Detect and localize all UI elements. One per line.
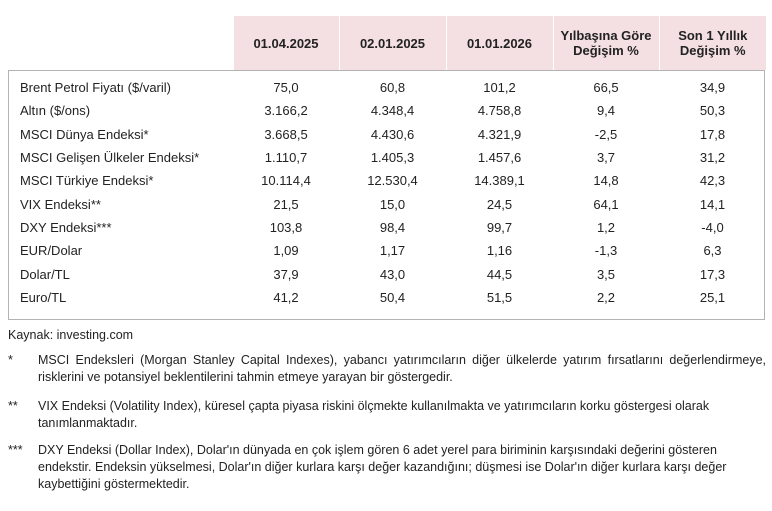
header-ytd-change: Yılbaşına Göre Değişim % [553, 16, 659, 70]
table-row [8, 123, 766, 146]
row-label: Altın ($/ons) [20, 103, 91, 119]
cell: 42,3 [699, 173, 726, 189]
row-label: MSCI Türkiye Endeksi* [20, 173, 154, 189]
cell: 66,5 [593, 80, 619, 96]
cell: 4.430,6 [370, 126, 415, 142]
cell: 3,5 [596, 266, 616, 282]
cell: 34,9 [699, 80, 726, 96]
row-label: DXY Endeksi*** [20, 219, 112, 235]
cell: 31,2 [699, 150, 726, 166]
cell: 12.530,4 [367, 173, 418, 189]
footnote-text: MSCI Endeksleri (Morgan Stanley Capital Indexes), yabancı yatırımcıların diğer ülkelerde yatırım fırsatlarını değerlendirmeye, risklerini ve potansiyel beklentilerini tahmin etmeye yarayan bir göstergedir. [38, 353, 766, 384]
row-label: MSCI Dünya Endeksi* [20, 126, 149, 142]
cell: 10.114,4 [261, 173, 311, 189]
row-label: Dolar/TL [20, 266, 70, 282]
cell: 60,8 [379, 80, 406, 96]
row-label: Brent Petrol Fiyatı ($/varil) [20, 80, 171, 96]
table-row [8, 70, 766, 99]
table-row [8, 99, 766, 122]
footnote-mark: *** [8, 443, 23, 457]
source-text: Kaynak: investing.com [8, 328, 134, 342]
header-date-2: 02.01.2025 [339, 16, 446, 70]
cell: 1.405,3 [370, 150, 415, 166]
cell: 103,8 [269, 219, 303, 235]
cell: 64,1 [593, 196, 619, 212]
row-label: Euro/TL [20, 289, 67, 305]
cell: 3.668,5 [264, 126, 308, 142]
footnote-vix [8, 398, 766, 432]
footnote-text: VIX Endeksi (Volatility Index), küresel çapta piyasa riskini ölçmekte kullanılmakta ve yatırımcıların korku göstergesi olarak tanımlanmaktadır. [38, 399, 710, 430]
cell: 9,4 [596, 103, 616, 119]
footnote-msci [8, 352, 766, 386]
cell: 14,1 [699, 196, 726, 212]
cell: 51,5 [486, 289, 513, 305]
cell: 1,16 [486, 243, 513, 259]
table-row [8, 286, 766, 315]
cell: 50,4 [379, 289, 406, 305]
footnote-text: DXY Endeksi (Dollar Index), Dolar'ın dünyada en çok işlem gören 6 adet yerel para biriminin karşısındaki değerini gösteren endekstir. Endeksin yükselmesi, Dolar'ın diğer kurlara karşı değer kazandığını; düşmesi ise Dolar'ın diğer kurlara karşı değer kaybettiğini göstermektedir. [38, 443, 727, 491]
cell: 50,3 [699, 103, 726, 119]
table-row [8, 192, 766, 215]
cell: 101,2 [483, 80, 516, 96]
cell: 4.758,8 [477, 103, 522, 119]
cell: 24,5 [486, 196, 513, 212]
table-row [8, 169, 766, 192]
indicators-table [8, 16, 766, 315]
cell: 1.457,6 [477, 150, 522, 166]
cell: 17,8 [699, 126, 726, 142]
cell: 41,2 [273, 289, 299, 305]
table-row [8, 239, 766, 262]
cell: 75,0 [273, 80, 299, 96]
table-row [8, 262, 766, 285]
cell: 44,5 [486, 266, 513, 282]
header-date-1: 01.04.2025 [233, 16, 339, 70]
table-row [8, 216, 766, 239]
cell: 3.166,2 [264, 103, 308, 119]
header-blank [8, 16, 233, 70]
cell: 4.348,4 [370, 103, 415, 119]
cell: 2,2 [596, 289, 616, 305]
row-label: MSCI Gelişen Ülkeler Endeksi* [20, 150, 200, 166]
cell: 1,17 [379, 243, 406, 259]
cell: 37,9 [273, 266, 299, 282]
footnote-dxy [8, 442, 766, 493]
footnote-mark: * [8, 353, 13, 367]
cell: -1,3 [594, 243, 618, 259]
cell: 21,5 [273, 196, 299, 212]
cell: 25,1 [699, 289, 726, 305]
cell: 1,2 [596, 219, 616, 235]
cell: 17,3 [699, 266, 726, 282]
row-label: VIX Endeksi** [20, 196, 101, 212]
cell: 15,0 [379, 196, 406, 212]
cell: 6,3 [703, 243, 722, 259]
table-row [8, 146, 766, 169]
cell: 1,09 [273, 243, 299, 259]
header-yearly-change: Son 1 Yıllık Değişim % [659, 16, 766, 70]
cell: 1.110,7 [264, 150, 308, 166]
cell: 98,4 [379, 219, 406, 235]
cell: 43,0 [379, 266, 406, 282]
cell: 14.389,1 [474, 173, 525, 189]
cell: 3,7 [596, 150, 616, 166]
row-label: EUR/Dolar [20, 243, 83, 259]
cell: -2,5 [594, 126, 618, 142]
footnote-mark: ** [8, 399, 18, 413]
header-row [8, 16, 766, 70]
cell: 4.321,9 [477, 126, 522, 142]
cell: -4,0 [701, 219, 724, 235]
cell: 99,7 [486, 219, 513, 235]
cell: 14,8 [593, 173, 619, 189]
header-date-3: 01.01.2026 [446, 16, 553, 70]
